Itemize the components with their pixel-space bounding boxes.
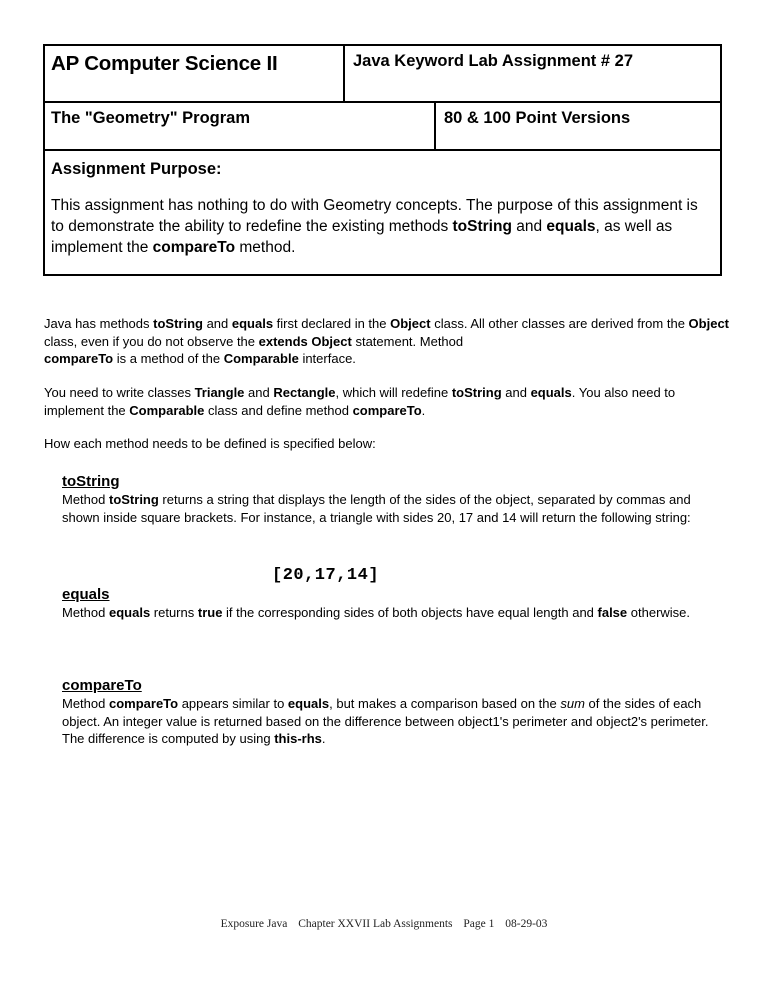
section-compareto	[62, 677, 712, 748]
keyword: extends Object	[258, 333, 352, 349]
keyword: true	[197, 605, 223, 620]
keyword: false	[597, 605, 628, 620]
text: , but makes a comparison based on the	[329, 696, 561, 711]
section-text-tostring	[62, 491, 712, 526]
text: class. All other classes are derived from the	[430, 316, 689, 331]
text: Method	[62, 605, 109, 620]
keyword: equals	[530, 385, 572, 400]
keyword: compareTo	[44, 351, 114, 366]
text: and	[244, 385, 274, 400]
keyword: Comparable	[129, 402, 205, 418]
lab-cell	[347, 46, 720, 101]
keyword: equals	[231, 316, 274, 331]
versions-cell	[438, 103, 720, 149]
header-row-1	[45, 46, 720, 103]
text: returns	[150, 605, 198, 620]
section-equals	[62, 586, 712, 622]
text: interface.	[298, 351, 356, 366]
keyword: equals	[546, 218, 596, 235]
text: .	[421, 402, 426, 418]
text: You need to write classes	[44, 385, 195, 400]
course-cell	[45, 46, 345, 101]
lab-title: Java Keyword Lab Assignment # 27	[353, 52, 633, 70]
keyword: compareTo	[108, 696, 179, 711]
text: returns a string that displays the length of the sides of the object, separated by commas and shown inside square brackets. For instance, a triangle with sides 20, 17 and 14 will return the following string:	[62, 492, 691, 525]
section-heading-compareto: compareTo	[62, 677, 142, 694]
text: Java has methods	[44, 316, 154, 331]
text: and	[202, 316, 232, 331]
text: statement. Method	[351, 333, 464, 349]
emphasis: sum	[560, 696, 585, 711]
keyword: compareTo	[152, 239, 236, 256]
text: class and define method	[204, 402, 353, 418]
keyword: Object	[688, 316, 730, 331]
assignment-purpose-box	[45, 152, 720, 274]
text: and	[511, 218, 547, 235]
program-cell	[45, 103, 436, 149]
text: .	[321, 731, 326, 746]
keyword: Rectangle	[273, 385, 336, 400]
course-title: AP Computer Science II	[51, 52, 278, 75]
intro-paragraph-1	[44, 315, 734, 368]
footer-chapter: Chapter XXVII Lab Assignments	[298, 918, 453, 930]
section-text-compareto	[62, 695, 712, 748]
text: first declared in the	[273, 316, 391, 331]
text: , which will redefine	[335, 385, 452, 400]
footer-book: Exposure Java	[220, 918, 288, 930]
text: method.	[235, 239, 296, 256]
purpose-text	[51, 195, 711, 258]
keyword: toString	[452, 218, 512, 235]
tostring-example-output: [20,17,14]	[272, 566, 380, 585]
text: class, even if you do not observe the	[44, 333, 259, 349]
text: This assignment has nothing to do with Geometry concepts. The purpose of this assignment is to demonstrate the ability to redefine the existing methods	[51, 197, 698, 235]
section-text-equals	[62, 604, 712, 622]
text: appears similar to	[178, 696, 288, 711]
keyword: Triangle	[194, 385, 245, 400]
text: otherwise.	[627, 605, 691, 620]
keyword: equals	[287, 696, 330, 711]
text: and	[501, 385, 531, 400]
text: Method	[62, 696, 109, 711]
intro-paragraph-2	[44, 384, 734, 419]
point-versions: 80 & 100 Point Versions	[444, 109, 631, 127]
keyword: toString	[153, 316, 203, 331]
section-heading-equals: equals	[62, 586, 110, 603]
intro-paragraph-3: How each method needs to be defined is specified below:	[44, 436, 376, 451]
keyword: Comparable	[223, 351, 299, 366]
text: is a method of the	[113, 351, 224, 366]
keyword: this-rhs	[274, 731, 322, 746]
text: . You also need to implement the	[44, 385, 676, 418]
footer-date: 08-29-03	[505, 918, 548, 930]
text: of the sides of each object. An integer value is returned based on the difference between object1's perimeter and object2's perimeter. The difference is computed by using	[62, 696, 709, 746]
text: if the corresponding sides of both objects have equal length and	[222, 605, 598, 620]
keyword: equals	[108, 605, 151, 620]
keyword: toString	[108, 492, 159, 507]
purpose-heading: Assignment Purpose:	[51, 160, 222, 178]
program-title: The "Geometry" Program	[51, 109, 251, 127]
footer-page: Page 1	[463, 918, 495, 930]
page-footer	[0, 918, 768, 930]
section-heading-tostring: toString	[62, 473, 120, 490]
header-row-2	[45, 103, 720, 151]
text: , as well as implement the	[51, 218, 673, 256]
keyword: compareTo	[352, 402, 422, 418]
assignment-header-table	[43, 44, 722, 276]
keyword: Object	[390, 316, 431, 331]
keyword: toString	[451, 385, 502, 400]
text: Method	[62, 492, 109, 507]
section-tostring	[62, 473, 712, 526]
